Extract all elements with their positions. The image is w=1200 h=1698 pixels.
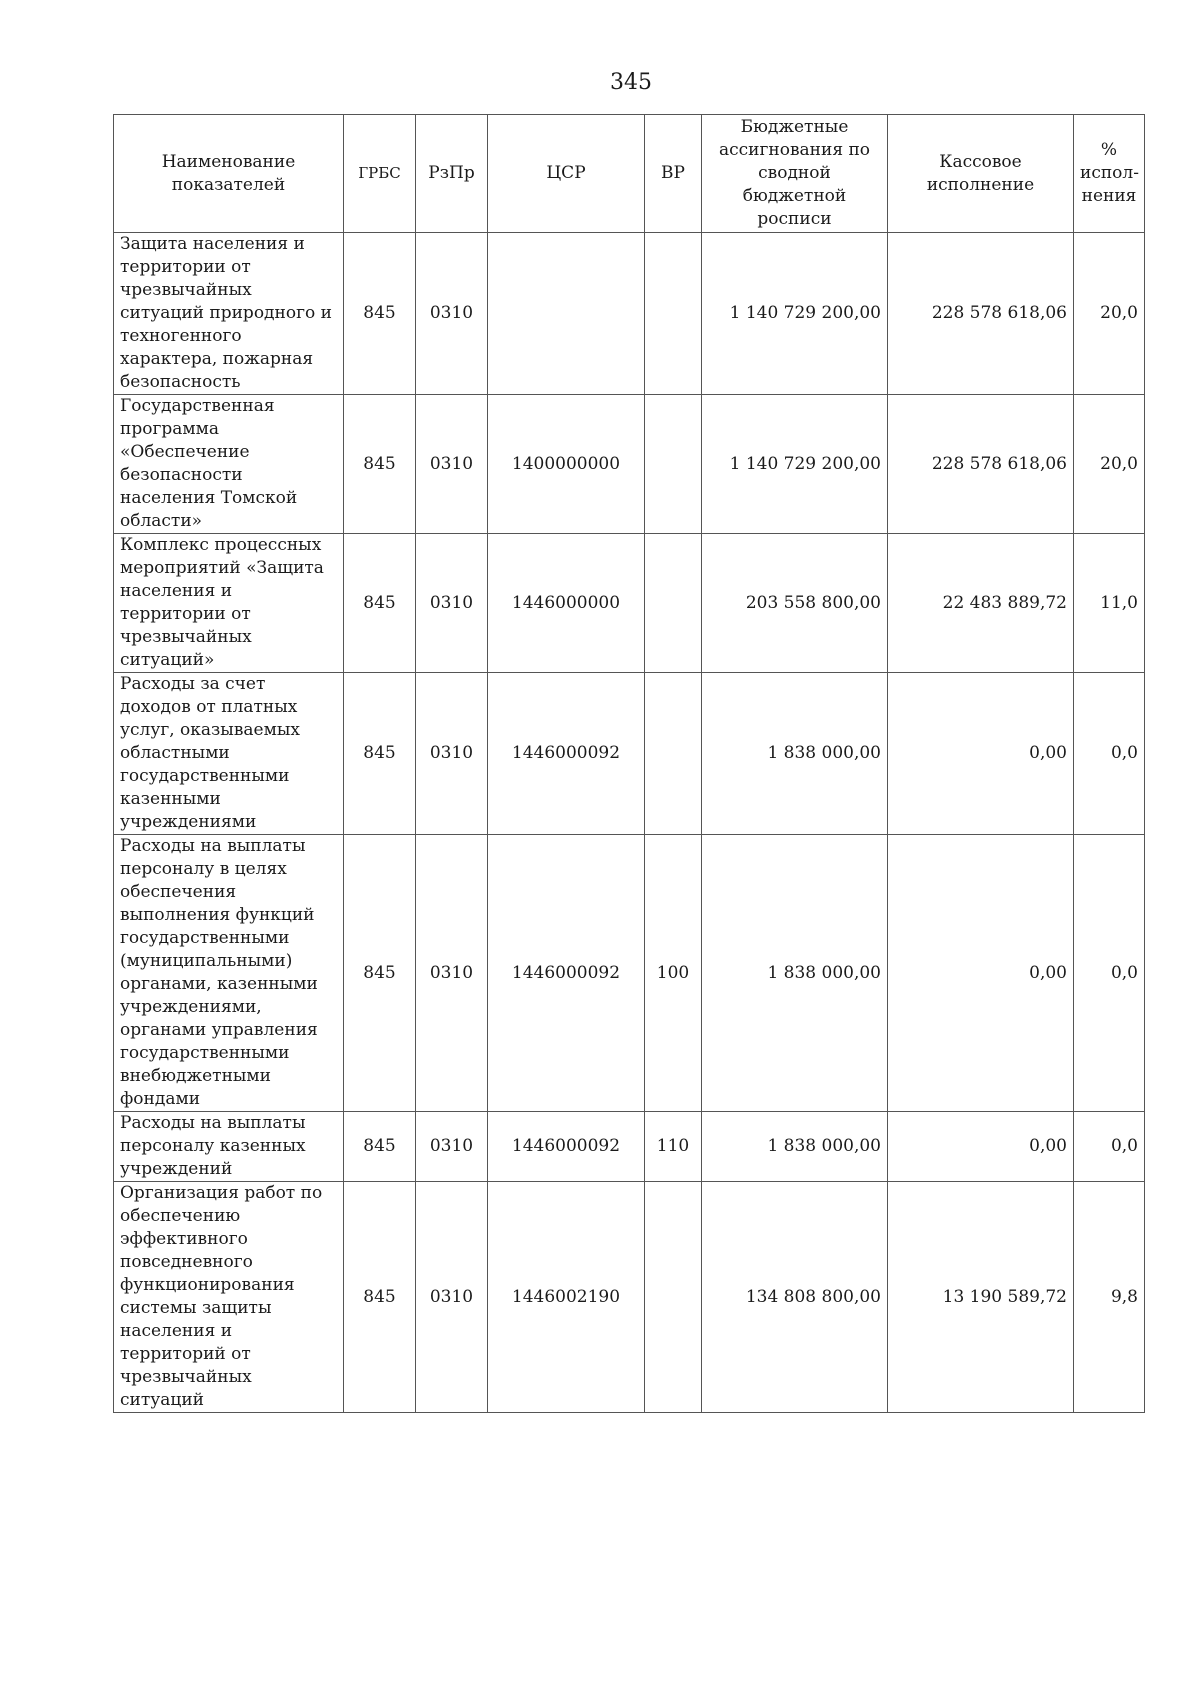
row-percent: 20,0 xyxy=(1074,395,1145,534)
row-name: Расходы на выплаты персоналу в целях обеспечения выполнения функций государственными (муниципальными) органами, казенными учреждениями, органами управления государственными внебюджетными фондами xyxy=(114,835,344,1112)
row-grbs: 845 xyxy=(344,1112,416,1182)
header-grbs: ГРБС xyxy=(344,115,416,233)
row-csr: 1446000092 xyxy=(488,835,645,1112)
row-percent: 11,0 xyxy=(1074,534,1145,673)
row-assignments: 1 838 000,00 xyxy=(702,1112,888,1182)
row-csr: 1400000000 xyxy=(488,395,645,534)
row-cash: 0,00 xyxy=(888,835,1074,1112)
row-vr xyxy=(645,233,702,395)
row-rzpr: 0310 xyxy=(416,1112,488,1182)
header-cash-execution: Кассовое исполнение xyxy=(888,115,1074,233)
row-name: Комплекс процессных мероприятий «Защита населения и территории от чрезвычайных ситуаций» xyxy=(114,534,344,673)
row-name: Организация работ по обеспечению эффективного повседневного функционирования системы защиты населения и территорий от чрезвычайных ситуаций xyxy=(114,1182,344,1413)
row-name: Защита населения и территории от чрезвычайных ситуаций природного и техногенного характера, пожарная безопасность xyxy=(114,233,344,395)
row-percent: 0,0 xyxy=(1074,1112,1145,1182)
row-name: Расходы за счет доходов от платных услуг, оказываемых областными государственными казенными учреждениями xyxy=(114,673,344,835)
table-row xyxy=(114,395,1145,534)
row-percent: 0,0 xyxy=(1074,673,1145,835)
row-percent: 20,0 xyxy=(1074,233,1145,395)
header-vr: ВР xyxy=(645,115,702,233)
row-assignments: 1 838 000,00 xyxy=(702,673,888,835)
row-grbs: 845 xyxy=(344,1182,416,1413)
row-cash: 0,00 xyxy=(888,673,1074,835)
row-csr: 1446000092 xyxy=(488,1112,645,1182)
row-assignments: 1 140 729 200,00 xyxy=(702,233,888,395)
row-grbs: 845 xyxy=(344,395,416,534)
row-csr: 1446002190 xyxy=(488,1182,645,1413)
row-name: Государственная программа «Обеспечение безопасности населения Томской области» xyxy=(114,395,344,534)
row-grbs: 845 xyxy=(344,835,416,1112)
header-percent: % испол-нения xyxy=(1074,115,1145,233)
row-cash: 228 578 618,06 xyxy=(888,233,1074,395)
row-percent: 0,0 xyxy=(1074,835,1145,1112)
header-csr: ЦСР xyxy=(488,115,645,233)
row-grbs: 845 xyxy=(344,233,416,395)
table-row xyxy=(114,835,1145,1112)
row-grbs: 845 xyxy=(344,534,416,673)
row-grbs: 845 xyxy=(344,673,416,835)
row-rzpr: 0310 xyxy=(416,835,488,1112)
row-vr xyxy=(645,1182,702,1413)
row-assignments: 134 808 800,00 xyxy=(702,1182,888,1413)
header-name: Наименование показателей xyxy=(114,115,344,233)
page-number: 345 xyxy=(610,70,652,95)
row-vr: 100 xyxy=(645,835,702,1112)
table-header-row xyxy=(114,115,1145,233)
table-row xyxy=(114,1182,1145,1413)
row-rzpr: 0310 xyxy=(416,233,488,395)
row-cash: 0,00 xyxy=(888,1112,1074,1182)
row-cash: 22 483 889,72 xyxy=(888,534,1074,673)
row-vr xyxy=(645,534,702,673)
header-assignments: Бюджетные ассигнования по сводной бюджетной росписи xyxy=(702,115,888,233)
table-row xyxy=(114,1112,1145,1182)
row-rzpr: 0310 xyxy=(416,534,488,673)
row-vr xyxy=(645,673,702,835)
row-cash: 13 190 589,72 xyxy=(888,1182,1074,1413)
row-rzpr: 0310 xyxy=(416,1182,488,1413)
table-row xyxy=(114,673,1145,835)
row-percent: 9,8 xyxy=(1074,1182,1145,1413)
row-assignments: 203 558 800,00 xyxy=(702,534,888,673)
row-rzpr: 0310 xyxy=(416,395,488,534)
row-cash: 228 578 618,06 xyxy=(888,395,1074,534)
row-assignments: 1 838 000,00 xyxy=(702,835,888,1112)
row-csr: 1446000092 xyxy=(488,673,645,835)
row-assignments: 1 140 729 200,00 xyxy=(702,395,888,534)
budget-execution-table xyxy=(113,114,1145,1413)
row-rzpr: 0310 xyxy=(416,673,488,835)
table-row xyxy=(114,233,1145,395)
row-vr: 110 xyxy=(645,1112,702,1182)
row-name: Расходы на выплаты персоналу казенных учреждений xyxy=(114,1112,344,1182)
row-csr xyxy=(488,233,645,395)
header-rzpr: РзПр xyxy=(416,115,488,233)
table-row xyxy=(114,534,1145,673)
row-csr: 1446000000 xyxy=(488,534,645,673)
row-vr xyxy=(645,395,702,534)
